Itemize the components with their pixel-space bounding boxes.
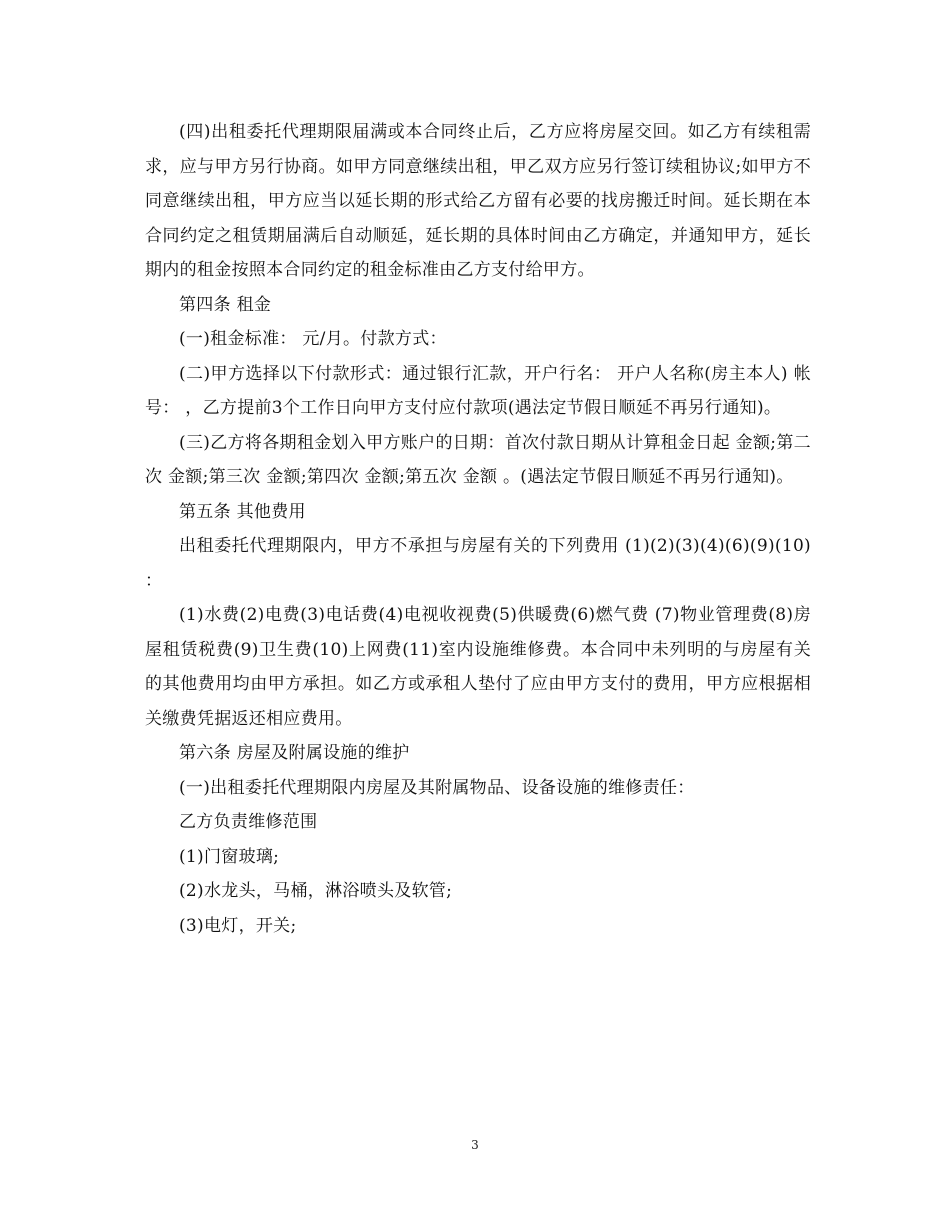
heading-article-4-rent: 第四条 租金: [179, 294, 272, 315]
page-number: 3: [471, 1138, 479, 1152]
list-item-doors-windows: (1)门窗玻璃;: [179, 846, 280, 867]
document-body: [145, 115, 811, 943]
paragraph-fees-not-borne: 出租委托代理期限内，甲方不承担与房屋有关的下列费用 (1)(2)(3)(4)(6)(9)(10) ：: [145, 536, 811, 591]
paragraph-payment-schedule: (三)乙方将各期租金划入甲方账户的日期：首次付款日期从计算租金日起 金额;第二次 金额;第三次 金额;第四次 金额;第五次 金额 。(遇法定节假日顺延不再另行通知)。: [145, 432, 811, 487]
paragraph-rent-standard: (一)租金标准： 元/月。付款方式：: [179, 329, 447, 349]
heading-article-6-maintenance: 第六条 房屋及附属设施的维护: [179, 743, 410, 763]
paragraph-party-b-scope: 乙方负责维修范围: [179, 812, 318, 832]
paragraph-payment-form: (二)甲方选择以下付款形式：通过银行汇款，开户行名： 开户人名称(房主本人) 帐号： ，乙方提前3个工作日向甲方支付应付款项(遇法定节假日顺延不再另行通知)。: [145, 363, 811, 418]
paragraph-fee-list: (1)水费(2)电费(3)电话费(4)电视收视费(5)供暖费(6)燃气费 (7)物业管理费(8)房屋租赁税费(9)卫生费(10)上网费(11)室内设施维修费。本合同中未列明的与房屋有关的其他费用均由甲方承担。如乙方或承租人垫付了应由甲方支付的费用，甲方应根据相关缴费凭据返还相应费用。: [145, 605, 811, 729]
paragraph-maintenance-responsibility: (一)出租委托代理期限内房屋及其附属物品、设备设施的维修责任：: [179, 777, 695, 798]
list-item-lights-switches: (3)电灯，开关;: [179, 915, 297, 936]
list-item-faucets: (2)水龙头，马桶，淋浴喷头及软管;: [179, 881, 453, 901]
heading-article-5-other-fees: 第五条 其他费用: [179, 501, 306, 522]
paragraph-renewal-clause: (四)出租委托代理期限届满或本合同终止后，乙方应将房屋交回。如乙方有续租需求，应与甲方另行协商。如甲方同意继续出租，甲乙双方应另行签订续租协议;如甲方不同意继续出租，甲方应当以延长期的形式给乙方留有必要的找房搬迁时间。延长期在本合同约定之租赁期届满后自动顺延，延长期的具体时间由乙方确定，并通知甲方，延长期内的租金按照本合同约定的租金标准由乙方支付给甲方。: [145, 122, 811, 280]
